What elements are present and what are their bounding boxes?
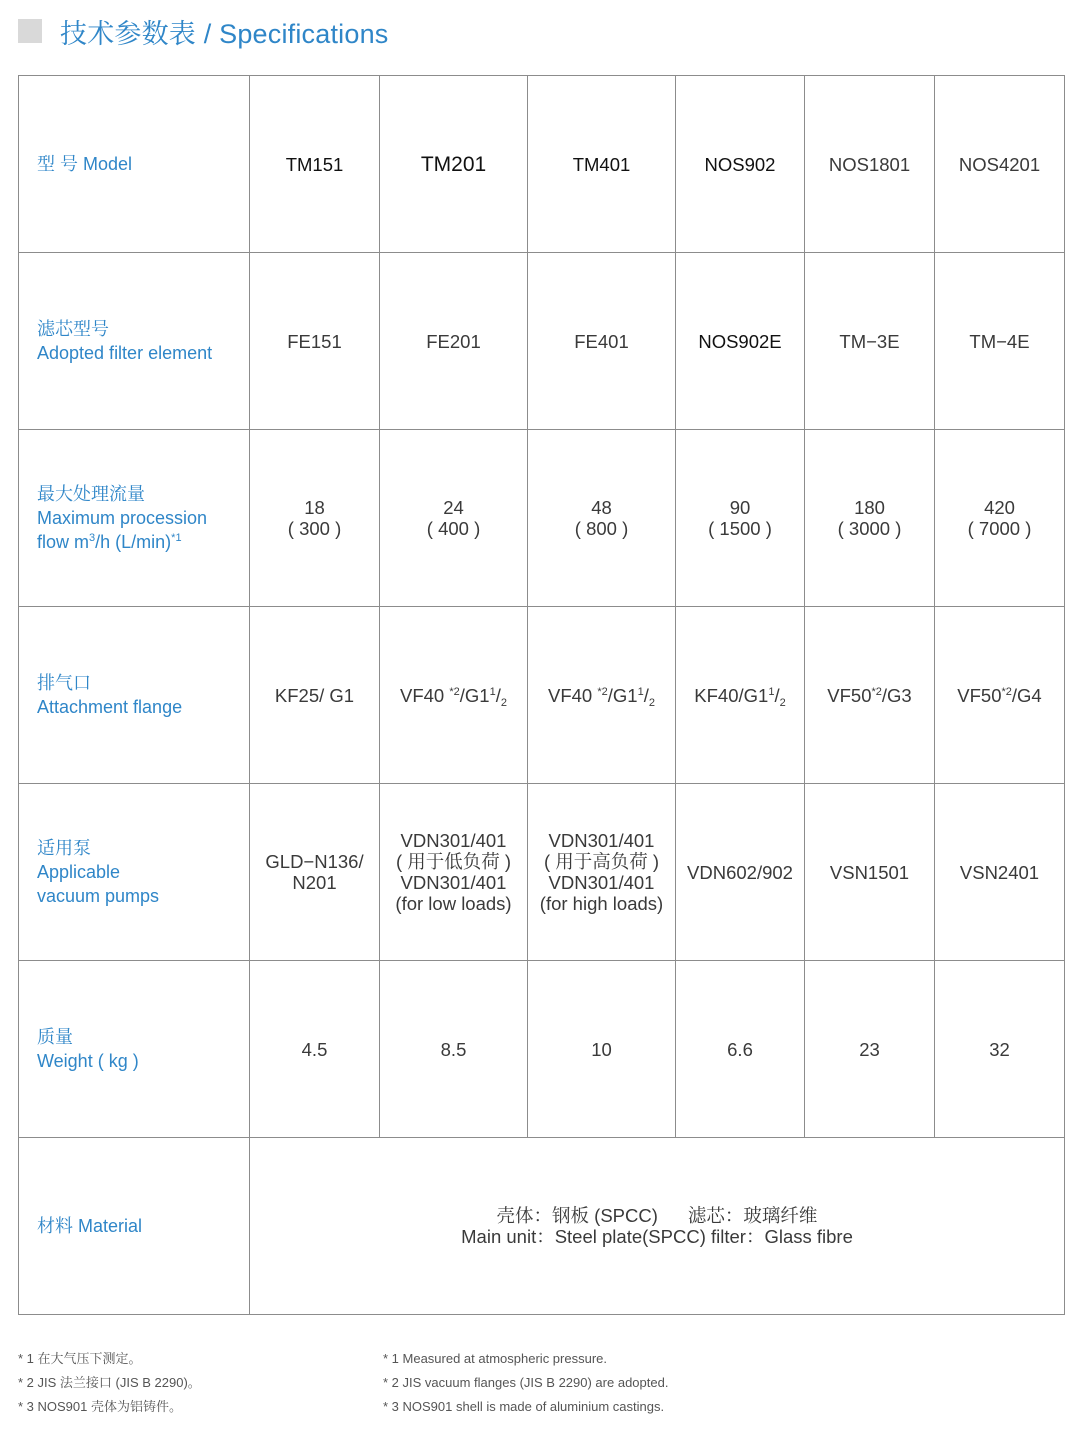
material-filter-cn: 滤芯：玻璃纤维 xyxy=(687,1205,818,1226)
section-marker-square xyxy=(18,19,42,43)
footnotes-en xyxy=(383,1347,668,1419)
specifications-table xyxy=(18,75,1065,1315)
pump-line: VDN602/902 xyxy=(687,861,793,883)
pump-line: VSN1501 xyxy=(829,861,910,883)
flow-value: 180 xyxy=(854,497,885,518)
material-cell xyxy=(250,1138,1065,1315)
model-cell: TM151 xyxy=(250,76,380,253)
pump-line: (for low loads) xyxy=(395,893,512,914)
filter-element-label-cn: 滤芯型号 xyxy=(37,319,109,339)
applicable-pump-row xyxy=(19,784,1065,961)
footnote: * 3 NOS901 壳体为铝铸件。 xyxy=(18,1399,182,1414)
unit-superscript: 3 xyxy=(89,532,96,544)
applicable-pump-label-cn: 适用泵 xyxy=(37,838,91,858)
applicable-pump-label xyxy=(19,784,250,961)
flow-value-lpm: ( 3000 ) xyxy=(837,518,902,539)
filter-element-label xyxy=(19,253,250,430)
pump-line: ( 用于低负荷 ) xyxy=(395,851,512,872)
max-flow-cell xyxy=(676,430,805,607)
model-cell: TM201 xyxy=(380,76,528,253)
weight-cell: 4.5 xyxy=(250,961,380,1138)
fraction-numerator: 1 xyxy=(637,685,644,698)
material-line-en: Main unit：Steel plate(SPCC) filter：Glass fibre xyxy=(461,1226,853,1247)
flange-text: /G1 xyxy=(459,684,490,706)
max-flow-cell xyxy=(935,430,1065,607)
filter-element-cell: TM−3E xyxy=(805,253,935,430)
weight-cell: 32 xyxy=(935,961,1065,1138)
attachment-flange-cell xyxy=(250,607,380,784)
flow-value: 420 xyxy=(984,497,1015,518)
section-header xyxy=(18,14,389,48)
material-shell-cn: 壳体：钢板 (SPCC) xyxy=(496,1205,658,1226)
flow-value-lpm: ( 400 ) xyxy=(426,518,481,539)
applicable-pump-cell xyxy=(935,784,1065,961)
weight-row xyxy=(19,961,1065,1138)
max-flow-label-cn: 最大处理流量 xyxy=(37,484,145,504)
weight-label-cn: 质量 xyxy=(37,1027,73,1047)
flange-text: /G4 xyxy=(1011,684,1042,706)
max-flow-row xyxy=(19,430,1065,607)
applicable-pump-label-en: Applicable xyxy=(37,862,121,882)
footnote-marker: *1 xyxy=(171,532,182,544)
flange-text: KF25/ G1 xyxy=(274,684,355,706)
flange-text: KF40/G1 xyxy=(694,684,769,706)
footnote-marker: *2 xyxy=(1001,685,1012,698)
pump-line: VDN301/401 xyxy=(400,872,507,893)
attachment-flange-cell xyxy=(380,607,528,784)
filter-element-cell: FE201 xyxy=(380,253,528,430)
applicable-pump-cell xyxy=(528,784,676,961)
attachment-flange-cell xyxy=(528,607,676,784)
attachment-flange-label-cn: 排气口 xyxy=(37,673,91,693)
attachment-flange-row xyxy=(19,607,1065,784)
pump-line: ( 用于高负荷 ) xyxy=(543,851,660,872)
flow-value: 18 xyxy=(304,497,325,518)
applicable-pump-cell xyxy=(250,784,380,961)
max-flow-cell xyxy=(528,430,676,607)
attachment-flange-label xyxy=(19,607,250,784)
footnote: * 1 Measured at atmospheric pressure. xyxy=(383,1351,607,1366)
filter-element-cell: FE151 xyxy=(250,253,380,430)
weight-cell: 6.6 xyxy=(676,961,805,1138)
model-row xyxy=(19,76,1065,253)
max-flow-cell xyxy=(380,430,528,607)
filter-element-cell: FE401 xyxy=(528,253,676,430)
section-title: 技术参数表 / Specifications xyxy=(60,18,389,49)
footnote: * 2 JIS 法兰接口 (JIS B 2290)。 xyxy=(18,1375,201,1390)
filter-element-row xyxy=(19,253,1065,430)
attachment-flange-cell xyxy=(676,607,805,784)
flow-value-lpm: ( 1500 ) xyxy=(708,518,772,539)
max-flow-label xyxy=(19,430,250,607)
max-flow-label-en: Maximum procession xyxy=(37,508,208,528)
weight-cell: 10 xyxy=(528,961,676,1138)
footnote: * 1 在大气压下测定。 xyxy=(18,1351,142,1366)
flange-text: VF50 xyxy=(957,684,1002,706)
flange-text: VF50 xyxy=(827,684,872,706)
material-row xyxy=(19,1138,1065,1315)
flow-value: 24 xyxy=(443,497,464,518)
applicable-pump-cell xyxy=(805,784,935,961)
filter-element-cell: TM−4E xyxy=(935,253,1065,430)
applicable-pump-cell xyxy=(676,784,805,961)
footnotes-cn xyxy=(18,1347,201,1419)
fraction-numerator: 1 xyxy=(768,685,775,698)
fraction-slash: / xyxy=(643,684,649,706)
fraction-slash: / xyxy=(495,684,501,706)
weight-label-en: Weight ( kg ) xyxy=(37,1051,139,1071)
attachment-flange-label-en: Attachment flange xyxy=(37,697,183,717)
footnote-marker: *2 xyxy=(871,685,882,698)
footnote-marker: *2 xyxy=(449,685,460,698)
weight-label xyxy=(19,961,250,1138)
applicable-pump-label-en: vacuum pumps xyxy=(37,886,160,906)
flow-value: 90 xyxy=(729,497,751,518)
weight-cell: 8.5 xyxy=(380,961,528,1138)
flow-value-lpm: ( 800 ) xyxy=(574,518,629,539)
fraction-denominator: 2 xyxy=(648,696,655,709)
pump-line: GLD−N136/ xyxy=(265,851,364,872)
pump-line: VSN2401 xyxy=(959,861,1040,883)
max-flow-cell xyxy=(805,430,935,607)
footnote-marker: *2 xyxy=(597,685,608,698)
pump-line: VDN301/401 xyxy=(548,872,655,893)
flange-text: /G3 xyxy=(881,684,912,706)
pump-line: VDN301/401 xyxy=(400,830,507,851)
flange-text: /G1 xyxy=(607,684,638,706)
flange-text: VF40 xyxy=(400,684,450,706)
max-flow-unit-label xyxy=(37,530,249,554)
model-label: 型 号 Model xyxy=(19,76,250,253)
model-cell: NOS4201 xyxy=(935,76,1065,253)
material-line-cn xyxy=(250,1205,1064,1226)
filter-element-cell: NOS902E xyxy=(676,253,805,430)
attachment-flange-cell xyxy=(935,607,1065,784)
footnote: * 3 NOS901 shell is made of aluminium castings. xyxy=(383,1399,665,1414)
model-cell: TM401 xyxy=(528,76,676,253)
max-flow-cell xyxy=(250,430,380,607)
fraction-numerator: 1 xyxy=(489,685,496,698)
unit-text: flow m xyxy=(37,532,90,552)
flow-value-lpm: ( 7000 ) xyxy=(967,518,1032,539)
fraction-denominator: 2 xyxy=(779,696,786,709)
fraction-slash: / xyxy=(774,684,780,706)
applicable-pump-cell xyxy=(380,784,528,961)
pump-line: N201 xyxy=(292,872,337,893)
model-cell: NOS902 xyxy=(676,76,805,253)
flange-text: VF40 xyxy=(548,684,598,706)
model-cell: NOS1801 xyxy=(805,76,935,253)
footnote: * 2 JIS vacuum flanges (JIS B 2290) are adopted. xyxy=(383,1375,669,1390)
material-label: 材料 Material xyxy=(19,1138,250,1315)
pump-line: VDN301/401 xyxy=(548,830,655,851)
pump-line: (for high loads) xyxy=(539,893,664,914)
weight-cell: 23 xyxy=(805,961,935,1138)
flow-value: 48 xyxy=(591,497,612,518)
filter-element-label-en: Adopted filter element xyxy=(37,343,213,363)
attachment-flange-cell xyxy=(805,607,935,784)
unit-text: /h (L/min) xyxy=(95,532,172,552)
flow-value-lpm: ( 300 ) xyxy=(287,518,342,539)
fraction-denominator: 2 xyxy=(500,696,507,709)
